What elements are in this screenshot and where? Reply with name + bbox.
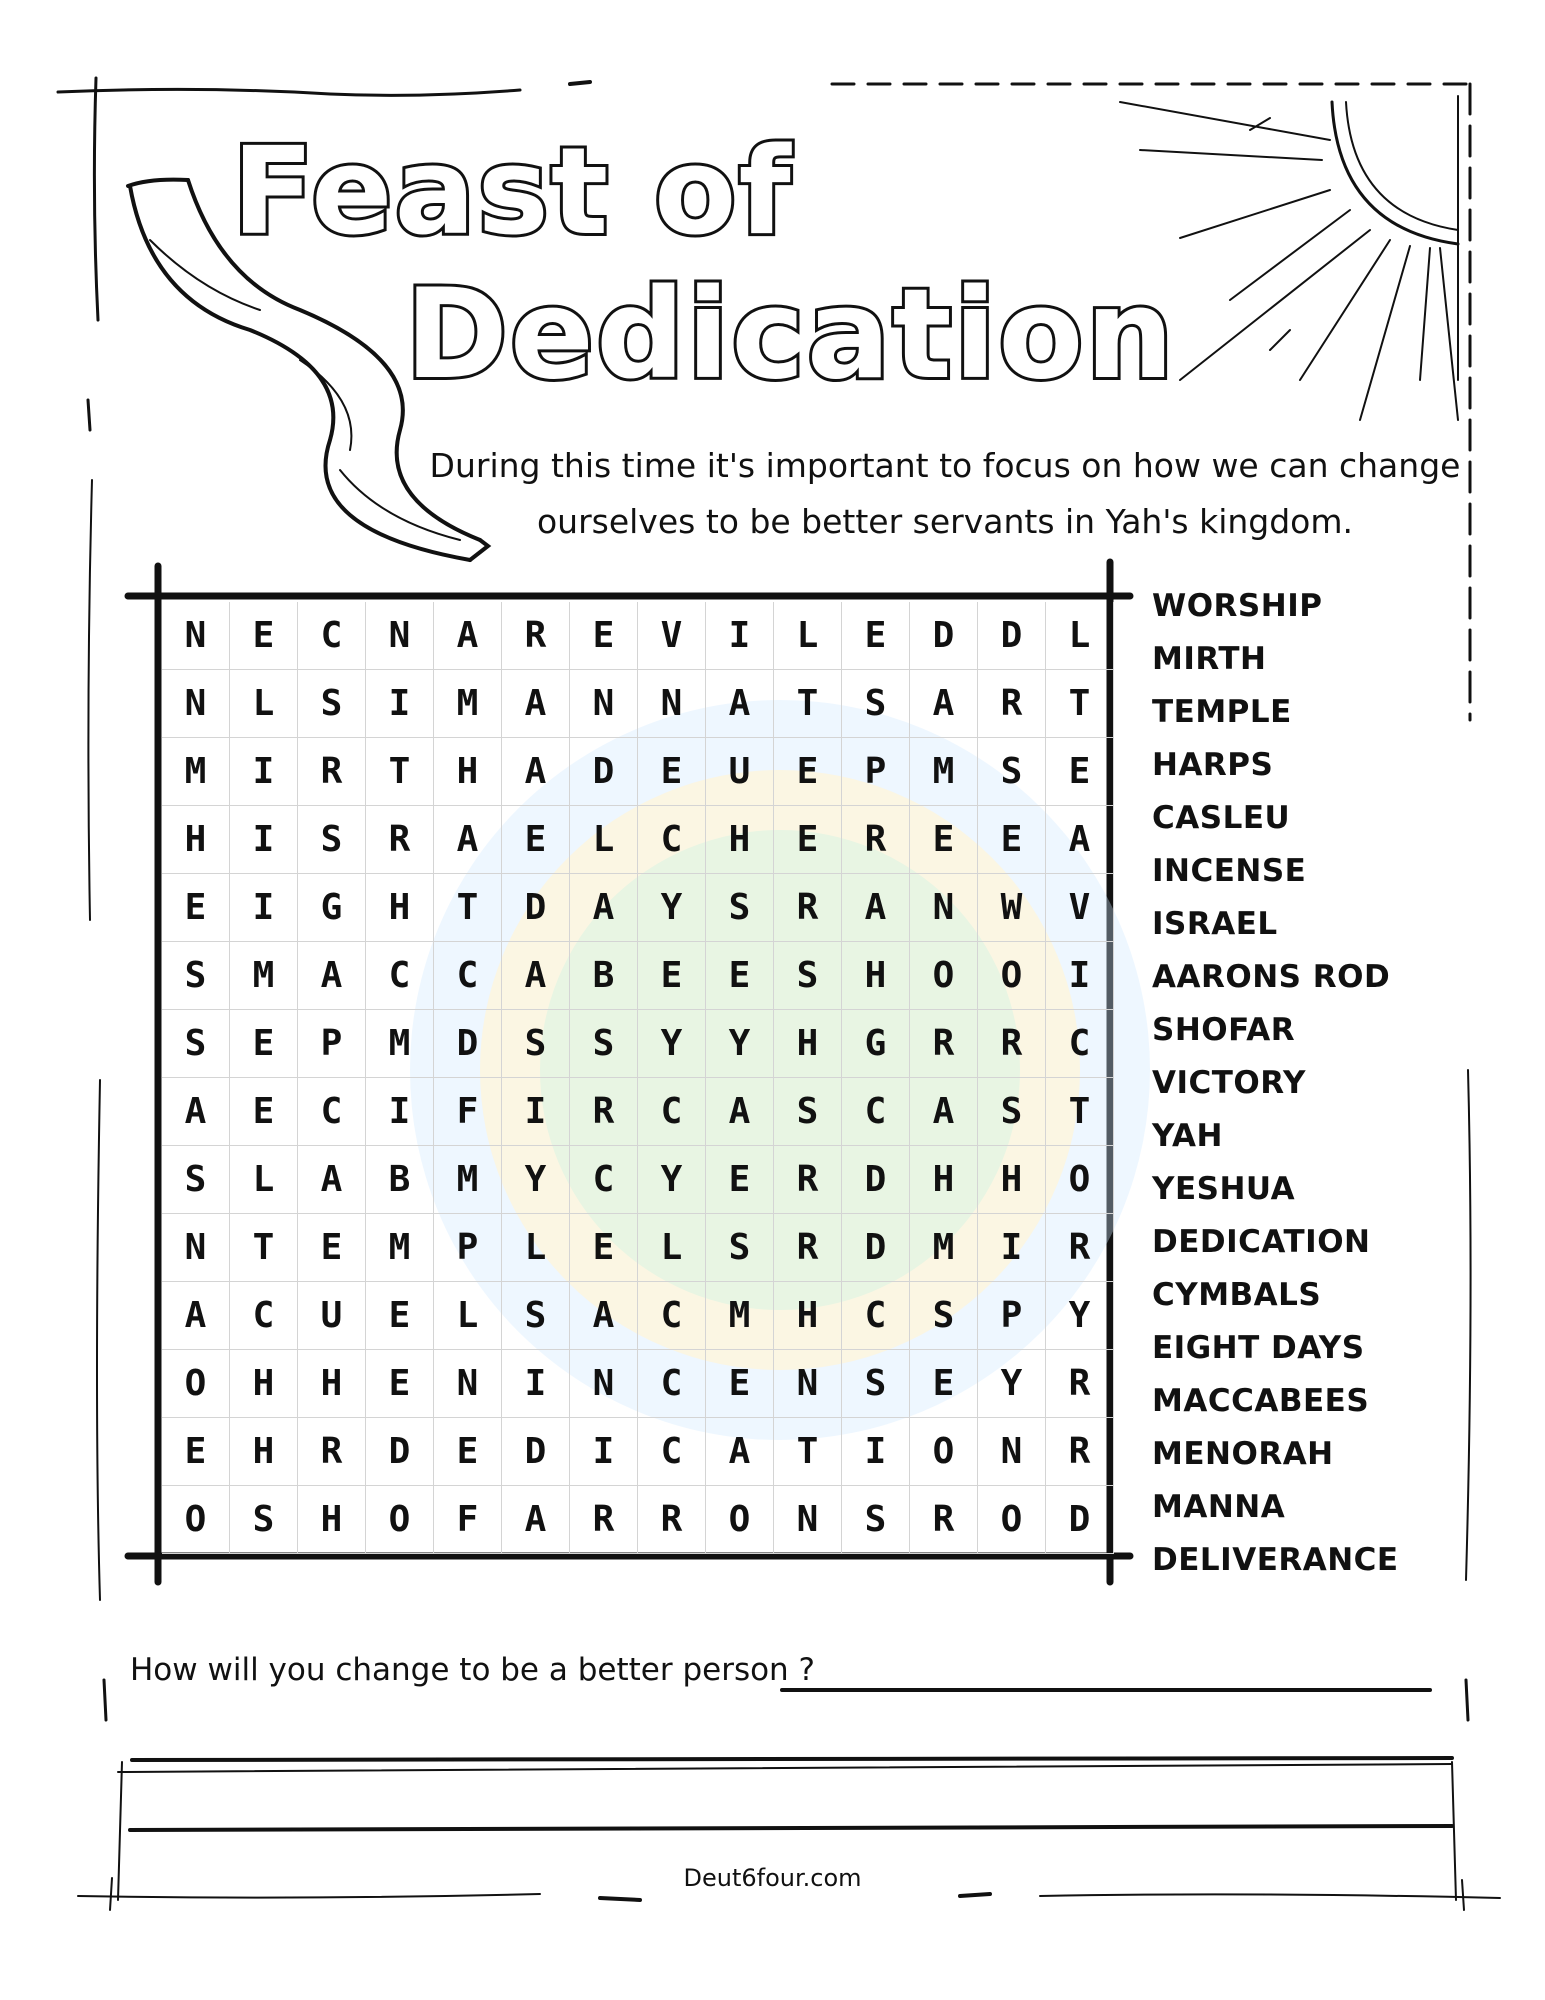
grid-cell[interactable]: C (638, 1418, 706, 1486)
grid-cell[interactable]: S (570, 1010, 638, 1078)
grid-cell[interactable]: M (434, 670, 502, 738)
grid-cell[interactable]: D (570, 738, 638, 806)
grid-cell[interactable]: H (706, 806, 774, 874)
grid-cell[interactable]: H (910, 1146, 978, 1214)
grid-cell[interactable]: L (230, 1146, 298, 1214)
word-list-item: EIGHT DAYS (1152, 1330, 1365, 1366)
grid-cell[interactable]: T (434, 874, 502, 942)
grid-cell[interactable]: Y (638, 874, 706, 942)
grid-cell[interactable]: D (434, 1010, 502, 1078)
grid-cell[interactable]: N (774, 1350, 842, 1418)
grid-cell[interactable]: E (638, 738, 706, 806)
word-list-item: ISRAEL (1152, 906, 1278, 942)
grid-cell[interactable]: H (774, 1010, 842, 1078)
grid-cell[interactable]: A (1046, 806, 1114, 874)
word-list-item: AARONS ROD (1152, 959, 1391, 995)
grid-cell[interactable]: E (706, 942, 774, 1010)
title-dedication: Dedication (405, 263, 1176, 407)
grid-cell[interactable]: E (570, 602, 638, 670)
grid-cell[interactable]: W (978, 874, 1046, 942)
grid-cell[interactable]: E (298, 1214, 366, 1282)
grid-cell[interactable]: M (162, 738, 230, 806)
grid-cell[interactable]: C (638, 806, 706, 874)
grid-cell[interactable]: S (774, 942, 842, 1010)
grid-cell[interactable]: C (842, 1282, 910, 1350)
grid-cell[interactable]: Y (638, 1010, 706, 1078)
grid-cell[interactable]: C (298, 602, 366, 670)
grid-cell[interactable]: R (570, 1078, 638, 1146)
grid-cell[interactable]: L (434, 1282, 502, 1350)
grid-cell[interactable]: A (162, 1078, 230, 1146)
title-feast-of: Feast of (232, 123, 793, 262)
grid-cell[interactable]: I (366, 1078, 434, 1146)
grid-cell[interactable]: I (842, 1418, 910, 1486)
word-list-item: MACCABEES (1152, 1383, 1370, 1419)
intro-text: During this time it's important to focus on how we can change ourselves to be better servants in Yah's kingdom. (429, 446, 1461, 541)
grid-cell[interactable]: N (162, 1214, 230, 1282)
grid-cell[interactable]: O (1046, 1146, 1114, 1214)
grid-cell[interactable]: I (1046, 942, 1114, 1010)
grid-cell[interactable]: H (842, 942, 910, 1010)
grid-cell[interactable]: I (230, 806, 298, 874)
word-list-item: YESHUA (1152, 1171, 1296, 1207)
grid-cell[interactable]: S (162, 1010, 230, 1078)
grid-cell[interactable]: R (1046, 1350, 1114, 1418)
grid-cell[interactable]: A (502, 1486, 570, 1554)
footer-website: Deut6four.com (683, 1864, 862, 1892)
grid-cell[interactable]: R (502, 602, 570, 670)
word-list-item: VICTORY (1152, 1065, 1306, 1101)
grid-cell[interactable]: E (366, 1350, 434, 1418)
grid-cell[interactable]: L (1046, 602, 1114, 670)
grid-cell[interactable]: D (978, 602, 1046, 670)
grid-cell[interactable]: S (230, 1486, 298, 1554)
grid-cell[interactable]: Y (502, 1146, 570, 1214)
grid-cell[interactable]: O (978, 942, 1046, 1010)
grid-cell[interactable]: E (434, 1418, 502, 1486)
grid-cell[interactable]: I (366, 670, 434, 738)
grid-cell[interactable]: B (366, 1146, 434, 1214)
grid-cell[interactable]: I (570, 1418, 638, 1486)
grid-cell[interactable]: A (706, 1418, 774, 1486)
grid-cell[interactable]: E (162, 1418, 230, 1486)
grid-cell[interactable]: S (298, 670, 366, 738)
grid-cell[interactable]: R (910, 1486, 978, 1554)
grid-cell[interactable]: S (502, 1010, 570, 1078)
grid-cell[interactable]: C (434, 942, 502, 1010)
grid-cell[interactable]: M (366, 1010, 434, 1078)
grid-cell[interactable]: L (230, 670, 298, 738)
grid-cell[interactable]: R (298, 738, 366, 806)
grid-cell[interactable]: A (570, 1282, 638, 1350)
grid-cell[interactable]: C (298, 1078, 366, 1146)
grid-cell[interactable]: S (842, 1486, 910, 1554)
grid-cell[interactable]: T (1046, 670, 1114, 738)
word-list-item: CASLEU (1152, 800, 1291, 836)
grid-cell[interactable]: M (910, 738, 978, 806)
grid-cell[interactable]: E (1046, 738, 1114, 806)
grid-cell[interactable]: E (502, 806, 570, 874)
grid-cell[interactable]: C (1046, 1010, 1114, 1078)
grid-cell[interactable]: O (910, 942, 978, 1010)
grid-cell[interactable]: S (298, 806, 366, 874)
grid-cell[interactable]: A (298, 1146, 366, 1214)
grid-cell[interactable]: L (570, 806, 638, 874)
grid-cell[interactable]: E (366, 1282, 434, 1350)
word-list-item: WORSHIP (1152, 588, 1323, 624)
grid-cell[interactable]: I (978, 1214, 1046, 1282)
grid-cell[interactable]: H (230, 1350, 298, 1418)
grid-cell[interactable]: N (366, 602, 434, 670)
grid-cell[interactable]: O (162, 1486, 230, 1554)
grid-cell[interactable]: E (706, 1350, 774, 1418)
grid-cell[interactable]: S (978, 738, 1046, 806)
grid-cell[interactable]: R (298, 1418, 366, 1486)
grid-cell[interactable]: O (366, 1486, 434, 1554)
grid-cell[interactable]: A (570, 874, 638, 942)
grid-cell[interactable]: E (230, 1010, 298, 1078)
grid-cell[interactable]: R (978, 1010, 1046, 1078)
reflection-question: How will you change to be a better person ? (130, 1652, 816, 1688)
grid-cell[interactable]: S (774, 1078, 842, 1146)
grid-cell[interactable]: N (570, 1350, 638, 1418)
grid-cell[interactable]: M (910, 1214, 978, 1282)
grid-cell[interactable]: E (842, 602, 910, 670)
grid-cell[interactable]: I (502, 1350, 570, 1418)
grid-cell[interactable]: Y (638, 1146, 706, 1214)
grid-cell[interactable]: S (706, 1214, 774, 1282)
word-list-item: DELIVERANCE (1152, 1542, 1399, 1578)
grid-cell[interactable]: A (434, 602, 502, 670)
grid-cell[interactable]: R (910, 1010, 978, 1078)
grid-cell[interactable]: L (638, 1214, 706, 1282)
grid-cell[interactable]: A (502, 738, 570, 806)
grid-cell[interactable]: E (162, 874, 230, 942)
grid-cell[interactable]: D (842, 1146, 910, 1214)
grid-cell[interactable]: A (162, 1282, 230, 1350)
word-list-item: MENORAH (1152, 1436, 1334, 1472)
word-list-item: SHOFAR (1152, 1012, 1296, 1048)
grid-cell[interactable]: I (502, 1078, 570, 1146)
grid-cell[interactable]: H (162, 806, 230, 874)
grid-cell[interactable]: E (774, 806, 842, 874)
grid-cell[interactable]: O (978, 1486, 1046, 1554)
grid-cell[interactable]: S (706, 874, 774, 942)
grid-cell[interactable]: T (1046, 1078, 1114, 1146)
grid-cell[interactable]: Y (1046, 1282, 1114, 1350)
grid-cell[interactable]: M (230, 942, 298, 1010)
grid-cell[interactable]: N (570, 670, 638, 738)
grid-cell[interactable]: H (366, 874, 434, 942)
grid-cell[interactable]: E (706, 1146, 774, 1214)
grid-cell[interactable]: N (910, 874, 978, 942)
grid-cell[interactable]: N (162, 670, 230, 738)
grid-cell[interactable]: R (638, 1486, 706, 1554)
grid-cell[interactable]: O (706, 1486, 774, 1554)
grid-cell[interactable]: S (910, 1282, 978, 1350)
grid-cell[interactable]: S (502, 1282, 570, 1350)
grid-cell[interactable]: P (978, 1282, 1046, 1350)
grid-cell[interactable]: R (570, 1486, 638, 1554)
grid-cell[interactable]: F (434, 1078, 502, 1146)
grid-cell[interactable]: E (910, 806, 978, 874)
grid-cell[interactable]: R (774, 874, 842, 942)
grid-cell[interactable]: H (298, 1486, 366, 1554)
grid-cell[interactable]: M (366, 1214, 434, 1282)
grid-cell[interactable]: N (162, 602, 230, 670)
grid-cell[interactable]: I (230, 874, 298, 942)
grid-cell[interactable]: A (910, 1078, 978, 1146)
grid-cell[interactable]: A (842, 874, 910, 942)
grid-cell[interactable]: N (638, 670, 706, 738)
grid-cell[interactable]: E (230, 602, 298, 670)
grid-cell[interactable]: R (1046, 1418, 1114, 1486)
word-list-item: TEMPLE (1152, 694, 1292, 730)
grid-cell[interactable]: N (978, 1418, 1046, 1486)
grid-cell[interactable]: E (978, 806, 1046, 874)
grid-cell[interactable]: F (434, 1486, 502, 1554)
grid-cell[interactable]: V (1046, 874, 1114, 942)
grid-cell[interactable]: A (706, 1078, 774, 1146)
grid-cell[interactable]: Y (978, 1350, 1046, 1418)
grid-cell[interactable]: E (570, 1214, 638, 1282)
grid-cell[interactable]: U (706, 738, 774, 806)
grid-cell[interactable]: R (842, 806, 910, 874)
grid-cell[interactable]: C (230, 1282, 298, 1350)
grid-cell[interactable]: T (366, 738, 434, 806)
grid-cell[interactable]: G (298, 874, 366, 942)
grid-cell[interactable]: N (434, 1350, 502, 1418)
grid-cell[interactable]: U (298, 1282, 366, 1350)
word-list-item: MANNA (1152, 1489, 1286, 1525)
grid-cell[interactable]: R (1046, 1214, 1114, 1282)
grid-cell[interactable]: O (910, 1418, 978, 1486)
grid-cell[interactable]: H (230, 1418, 298, 1486)
grid-cell[interactable]: P (842, 738, 910, 806)
grid-cell[interactable]: D (910, 602, 978, 670)
grid-cell[interactable]: I (706, 602, 774, 670)
grid-cell[interactable]: A (910, 670, 978, 738)
grid-cell[interactable]: C (570, 1146, 638, 1214)
grid-cell[interactable]: G (842, 1010, 910, 1078)
grid-cell[interactable]: H (978, 1146, 1046, 1214)
grid-cell[interactable]: V (638, 602, 706, 670)
grid-cell[interactable]: T (230, 1214, 298, 1282)
grid-cell[interactable]: C (366, 942, 434, 1010)
grid-cell[interactable]: E (774, 738, 842, 806)
grid-cell[interactable]: A (434, 806, 502, 874)
grid-cell[interactable]: C (842, 1078, 910, 1146)
word-list (1152, 580, 1399, 1587)
grid-cell[interactable]: I (230, 738, 298, 806)
grid-cell[interactable]: D (842, 1214, 910, 1282)
grid-cell[interactable]: C (638, 1078, 706, 1146)
grid-cell[interactable]: S (842, 670, 910, 738)
word-list-item: MIRTH (1152, 641, 1267, 677)
word-list-item: CYMBALS (1152, 1277, 1322, 1313)
grid-cell[interactable]: S (162, 942, 230, 1010)
grid-cell[interactable]: D (366, 1418, 434, 1486)
grid-cell[interactable]: S (842, 1350, 910, 1418)
grid-cell[interactable]: A (706, 670, 774, 738)
grid-cell[interactable]: M (434, 1146, 502, 1214)
grid-cell[interactable]: D (502, 1418, 570, 1486)
grid-cell[interactable]: E (638, 942, 706, 1010)
grid-cell[interactable]: D (1046, 1486, 1114, 1554)
word-list-item: INCENSE (1152, 853, 1307, 889)
grid-cell[interactable]: L (774, 602, 842, 670)
grid-cell[interactable]: R (774, 1214, 842, 1282)
grid-cell[interactable]: O (162, 1350, 230, 1418)
grid-cell[interactable]: T (774, 1418, 842, 1486)
grid-cell[interactable]: A (298, 942, 366, 1010)
grid-cell[interactable]: P (434, 1214, 502, 1282)
grid-cell[interactable]: H (434, 738, 502, 806)
grid-cell[interactable]: H (774, 1282, 842, 1350)
grid-cell[interactable]: M (706, 1282, 774, 1350)
grid-cell[interactable]: C (638, 1282, 706, 1350)
grid-cell[interactable]: S (162, 1146, 230, 1214)
word-list-item: DEDICATION (1152, 1224, 1371, 1260)
grid-cell[interactable]: H (298, 1350, 366, 1418)
grid-cell[interactable]: Y (706, 1010, 774, 1078)
grid-cell[interactable]: R (978, 670, 1046, 738)
grid-cell[interactable]: N (774, 1486, 842, 1554)
word-list-item: HARPS (1152, 747, 1274, 783)
grid-cell[interactable]: E (910, 1350, 978, 1418)
grid-cell[interactable]: E (230, 1078, 298, 1146)
grid-cell[interactable]: A (502, 942, 570, 1010)
word-search-grid[interactable] (162, 602, 1114, 1554)
grid-cell[interactable]: S (978, 1078, 1046, 1146)
grid-cell[interactable]: R (366, 806, 434, 874)
grid-cell[interactable]: A (502, 670, 570, 738)
grid-cell[interactable]: D (502, 874, 570, 942)
word-list-item: YAH (1152, 1118, 1223, 1154)
grid-cell[interactable]: P (298, 1010, 366, 1078)
grid-cell[interactable]: B (570, 942, 638, 1010)
grid-cell[interactable]: L (502, 1214, 570, 1282)
grid-cell[interactable]: T (774, 670, 842, 738)
grid-cell[interactable]: C (638, 1350, 706, 1418)
grid-cell[interactable]: R (774, 1146, 842, 1214)
